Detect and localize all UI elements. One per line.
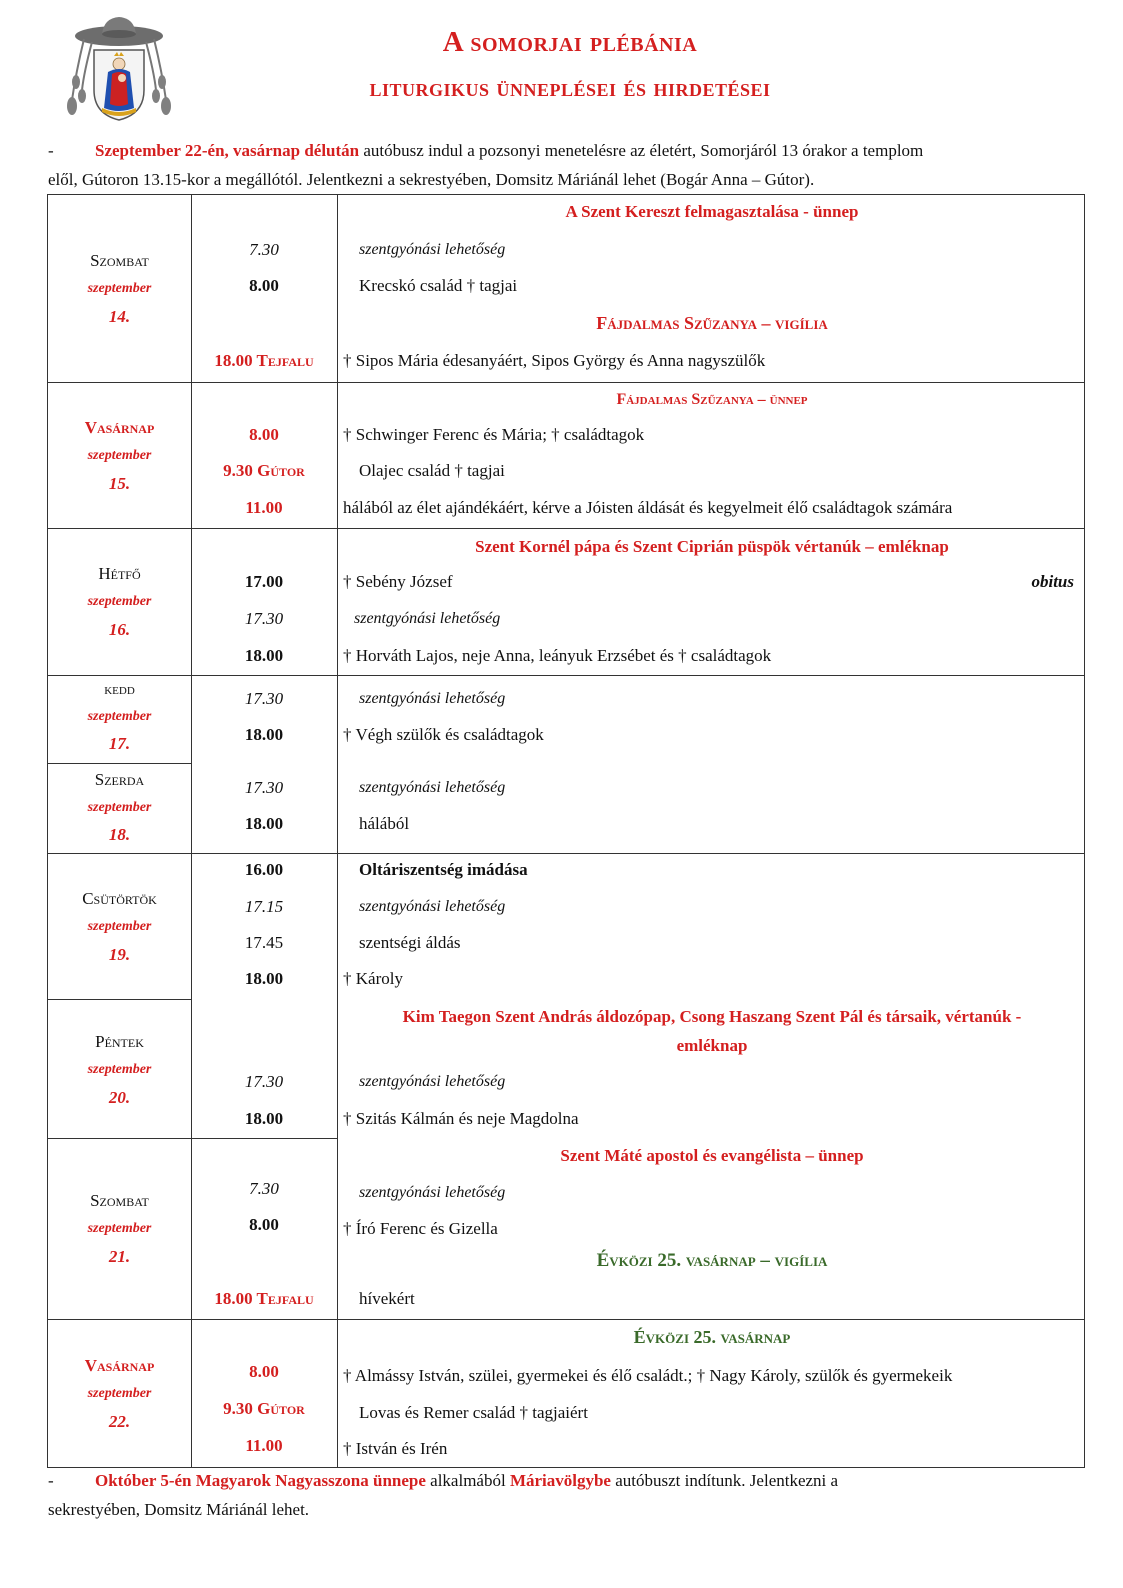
day-month: szeptember bbox=[87, 594, 152, 609]
notice-text: autóbusz indul a pozsonyi menetelésre az életért, Somorjáról 13 órakor a templom bbox=[359, 141, 924, 160]
intention: szentgyónási lehetőség bbox=[354, 610, 501, 627]
mass-time: 17.45 bbox=[244, 933, 284, 952]
intention: hálából az élet ajándékáért, kérve a Jóisten áldását és kegyelmeit élő családtagok számára bbox=[343, 498, 953, 517]
day-name: Szerda bbox=[94, 770, 145, 789]
row-divider bbox=[48, 999, 191, 1000]
feast-title: A Szent Kereszt felmagasztalása - ünnep bbox=[565, 202, 859, 221]
title-line-2: liturgikus ünneplései és hirdetései bbox=[369, 73, 771, 102]
mass-time: 17.30 bbox=[244, 1072, 284, 1091]
parish-crest-logo bbox=[62, 12, 176, 124]
intention: szentgyónási lehetőség bbox=[359, 779, 506, 796]
mass-time: 11.00 bbox=[245, 498, 283, 517]
intention: † Sipos Mária édesanyáért, Sipos György és Anna nagyszülők bbox=[343, 351, 766, 370]
notice-text-line2: elől, Gútoron 13.15-kor a megállótól. Jelentkezni a sekrestyében, Domsitz Máriánál lehet (Bogár Anna – Gútor). bbox=[48, 170, 815, 189]
intention: Lovas és Remer család † tagjaiért bbox=[359, 1403, 588, 1422]
feast-title: Szent Kornél pápa és Szent Ciprián püspök vértanúk – emléknap bbox=[475, 537, 949, 556]
intention: † Sebény József bbox=[343, 572, 453, 591]
day-name: Vasárnap bbox=[84, 418, 155, 437]
day-cell-18 bbox=[48, 766, 191, 848]
day-name: Hétfő bbox=[98, 564, 141, 583]
mass-time: 8.00 bbox=[249, 1362, 279, 1381]
row-divider bbox=[48, 1138, 337, 1139]
intention: szentgyónási lehetőség bbox=[359, 898, 506, 915]
obitus-label: obitus bbox=[1031, 572, 1074, 591]
mass-time: 8.00 bbox=[249, 276, 279, 295]
day-number: 21. bbox=[108, 1247, 131, 1266]
mass-time: 18.00 bbox=[244, 814, 284, 833]
mass-time: 16.00 bbox=[244, 860, 284, 879]
mass-time: 18.00 Tejfalu bbox=[214, 351, 314, 370]
day-number: 16. bbox=[108, 620, 131, 639]
mass-time: 18.00 Tejfalu bbox=[214, 1289, 314, 1308]
notice-top bbox=[48, 136, 1078, 194]
feast-title: Évközi 25. vasárnap bbox=[633, 1327, 791, 1347]
intention: szentgyónási lehetőség bbox=[359, 690, 506, 707]
notice-text-line2: sekrestyében, Domsitz Máriánál lehet. bbox=[48, 1500, 310, 1519]
day-name: Péntek bbox=[95, 1032, 144, 1051]
day-number: 15. bbox=[108, 474, 131, 493]
notice-text: alkalmából bbox=[425, 1471, 510, 1490]
feast-title: Fájdalmas Szűzanya – vigília bbox=[596, 313, 828, 333]
day-cell-21 bbox=[48, 1187, 191, 1271]
day-name: Vasárnap bbox=[84, 1356, 155, 1375]
day-month: szeptember bbox=[87, 919, 152, 934]
notice-highlight: Máriavölgybe bbox=[509, 1471, 611, 1490]
intention: † István és Irén bbox=[343, 1439, 448, 1458]
day-number: 18. bbox=[108, 825, 131, 844]
row-divider bbox=[48, 382, 1084, 383]
notice-text: autóbuszt indítunk. Jelentkezni a bbox=[610, 1471, 839, 1490]
mass-time: 18.00 bbox=[244, 646, 284, 665]
notice-highlight: Október 5-én Magyarok Nagyasszona ünnepe bbox=[95, 1471, 426, 1490]
intention: † Horváth Lajos, neje Anna, leányuk Erzsébet és † családtagok bbox=[343, 646, 772, 665]
day-cell-17 bbox=[48, 677, 191, 757]
day-number: 20. bbox=[108, 1088, 131, 1107]
page-title bbox=[250, 22, 890, 108]
row-divider bbox=[48, 853, 1084, 854]
mass-time: 18.00 bbox=[244, 725, 284, 744]
day-month: szeptember bbox=[87, 1221, 152, 1236]
row-divider bbox=[48, 528, 1084, 529]
title-line-1: A somorjai plébánia bbox=[442, 26, 698, 58]
intention: † Schwinger Ferenc és Mária; † családtagok bbox=[343, 425, 645, 444]
day-month: szeptember bbox=[87, 1386, 152, 1401]
feast-title-line2: emléknap bbox=[676, 1036, 748, 1055]
day-month: szeptember bbox=[87, 709, 152, 724]
schedule-table bbox=[47, 194, 1085, 1468]
intention: szentgyónási lehetőség bbox=[359, 1184, 506, 1201]
day-month: szeptember bbox=[87, 448, 152, 463]
feast-title: Fájdalmas Szűzanya – ünnep bbox=[616, 391, 808, 408]
row-divider bbox=[48, 1319, 1084, 1320]
intention: szentgyónási lehetőség bbox=[359, 241, 506, 258]
mass-time: 7.30 bbox=[249, 240, 279, 259]
mass-time: 17.30 bbox=[244, 689, 284, 708]
intention: szentségi áldás bbox=[359, 933, 461, 952]
day-cell-16 bbox=[48, 560, 191, 644]
day-name: Szombat bbox=[90, 251, 149, 270]
intention: Krecskó család † tagjai bbox=[359, 276, 518, 295]
day-cell-20 bbox=[48, 1028, 191, 1112]
intention: † Író Ferenc és Gizella bbox=[343, 1219, 498, 1238]
intention: hálából bbox=[359, 814, 410, 833]
day-number: 19. bbox=[108, 945, 131, 964]
mass-time: 17.30 bbox=[244, 778, 284, 797]
day-name: Szombat bbox=[90, 1191, 149, 1210]
notice-dash: - bbox=[48, 1471, 54, 1490]
mass-time: 9.30 Gútor bbox=[223, 461, 305, 480]
intention: Oltáriszentség imádása bbox=[359, 860, 528, 879]
day-cell-19 bbox=[48, 885, 191, 969]
intention: † Szitás Kálmán és neje Magdolna bbox=[343, 1109, 579, 1128]
intention: szentgyónási lehetőség bbox=[359, 1073, 506, 1090]
day-month: szeptember bbox=[87, 800, 152, 815]
mass-time: 8.00 bbox=[249, 425, 279, 444]
day-number: 22. bbox=[108, 1412, 131, 1431]
day-month: szeptember bbox=[87, 1062, 152, 1077]
day-month: szeptember bbox=[87, 281, 152, 296]
intention: † Végh szülők és családtagok bbox=[343, 725, 544, 744]
mass-time: 17.30 bbox=[244, 609, 284, 628]
mass-time: 8.00 bbox=[249, 1215, 279, 1234]
row-divider bbox=[48, 675, 1084, 676]
intention: hívekért bbox=[359, 1289, 415, 1308]
intention: Olajec család † tagjai bbox=[359, 461, 505, 480]
feast-title: Évközi 25. vasárnap – vigília bbox=[596, 1250, 828, 1271]
feast-title: Kim Taegon Szent András áldozópap, Csong Haszang Szent Pál és társaik, vértanúk - bbox=[402, 1007, 1022, 1026]
mass-time: 17.00 bbox=[244, 572, 284, 591]
day-cell-15 bbox=[48, 414, 191, 498]
mass-time: 9.30 Gútor bbox=[223, 1399, 305, 1418]
mass-time: 17.15 bbox=[244, 897, 284, 916]
day-name: Csütörtök bbox=[82, 889, 157, 908]
mass-time: 18.00 bbox=[244, 969, 284, 988]
day-number: 14. bbox=[108, 307, 131, 326]
row-divider bbox=[48, 763, 191, 764]
intention: † Almássy István, szülei, gyermekei és élő családt.; † Nagy Károly, szülők és gyermekeik bbox=[343, 1366, 953, 1385]
mass-time: 11.00 bbox=[245, 1436, 283, 1455]
feast-title: Szent Máté apostol és evangélista – ünnep bbox=[560, 1146, 864, 1165]
day-cell-22 bbox=[48, 1352, 191, 1436]
mass-time: 18.00 bbox=[244, 1109, 284, 1128]
day-cell-14 bbox=[48, 247, 191, 331]
day-name: kedd bbox=[104, 682, 135, 698]
notice-highlight: Szeptember 22-én, vasárnap délután bbox=[95, 141, 360, 160]
day-number: 17. bbox=[108, 734, 131, 753]
notice-bottom bbox=[48, 1466, 1078, 1524]
notice-dash: - bbox=[48, 141, 54, 160]
mass-time: 7.30 bbox=[249, 1179, 279, 1198]
intention: † Károly bbox=[343, 969, 403, 988]
